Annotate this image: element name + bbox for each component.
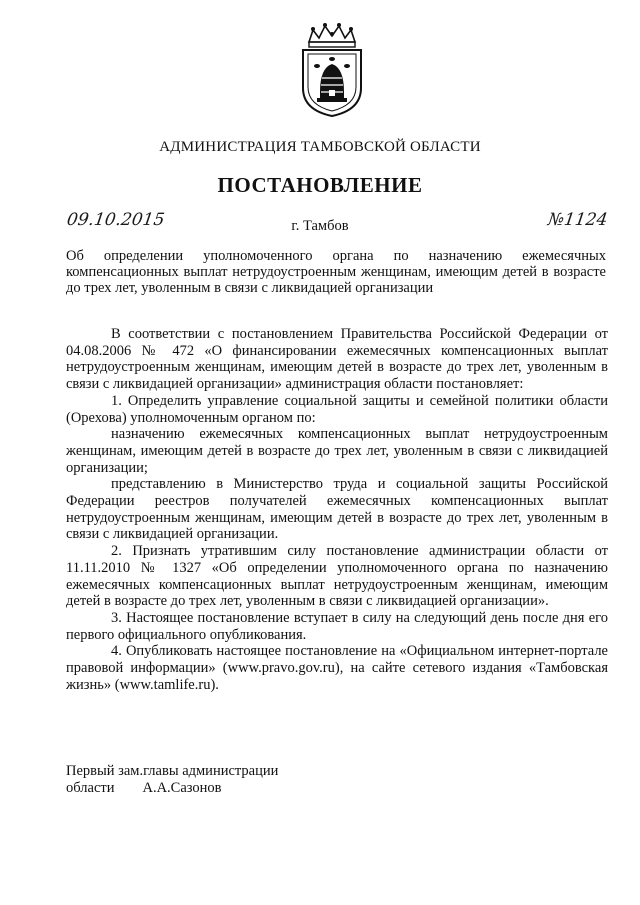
document-number: №1124 [546,210,609,230]
body-paragraph: В соответствии с постановлением Правительства Российской Федерации от 04.08.2006 № 472 «О финансировании ежемесячных компенсационных выплат нетрудоустроенным женщинам, имеющим детей в возрасте до трех лет, уволенным в связи с ликвидацией организации» администрация области постановляет: [66,326,608,393]
body-paragraph: 1. Определить управление социальной защиты и семейной политики области (Орехова) уполномоченным органом по: [66,392,608,426]
body-paragraph: представлению в Министерство труда и социальной защиты Российской Федерации реестров получателей ежемесячных компенсационных выплат нетрудоустроенным женщинам, имеющим детей в возрасте до трех лет, уволенным в связи с ликвидацией организации. [66,476,608,543]
body-paragraph: 3. Настоящее постановление вступает в силу на следующий день после дня его первого официального опубликования. [66,609,608,643]
document-city: г. Тамбов [291,218,349,234]
document-title: Об определении уполномоченного органа по назначению ежемесячных компенсационных выплат нетрудоустроенным женщинам, имеющим детей в возрасте до трех лет, уволенным в связи с ликвидацией организации [66,248,606,296]
signature-block [66,763,278,797]
signatory-name: А.А.Сазонов [142,780,222,796]
document-body [66,326,608,693]
tambov-coat-of-arms-icon [297,22,367,118]
body-paragraph: назначению ежемесячных компенсационных выплат нетрудоустроенным женщинам, имеющим детей в возрасте до трех лет, уволенным в связи с ликвидацией организации; [66,426,608,476]
document-type-heading: ПОСТАНОВЛЕНИЕ [217,173,423,197]
document-date: 09.10.2015 [65,210,166,230]
signatory-position: Первый зам.главы администрации [66,763,279,779]
body-paragraph: 4. Опубликовать настоящее постановление на «Официальном интернет-портале правовой информации» (www.pravo.gov.ru), на сайте сетевого издания «Тамбовская жизнь» (www.tamlife.ru). [66,643,608,693]
organization-heading: АДМИНИСТРАЦИЯ ТАМБОВСКОЙ ОБЛАСТИ [159,139,481,155]
body-paragraph: 2. Признать утратившим силу постановление администрации области от 11.11.2010 № 1327 «Об определении уполномоченного органа по назначению ежемесячных компенсационных выплат нетрудоустроенным женщинам, имеющим детей в возрасте до трех лет, уволенным в связи с ликвидацией организации». [66,543,608,610]
signatory-position-cont: области [66,780,115,796]
signatory-line [66,780,278,797]
